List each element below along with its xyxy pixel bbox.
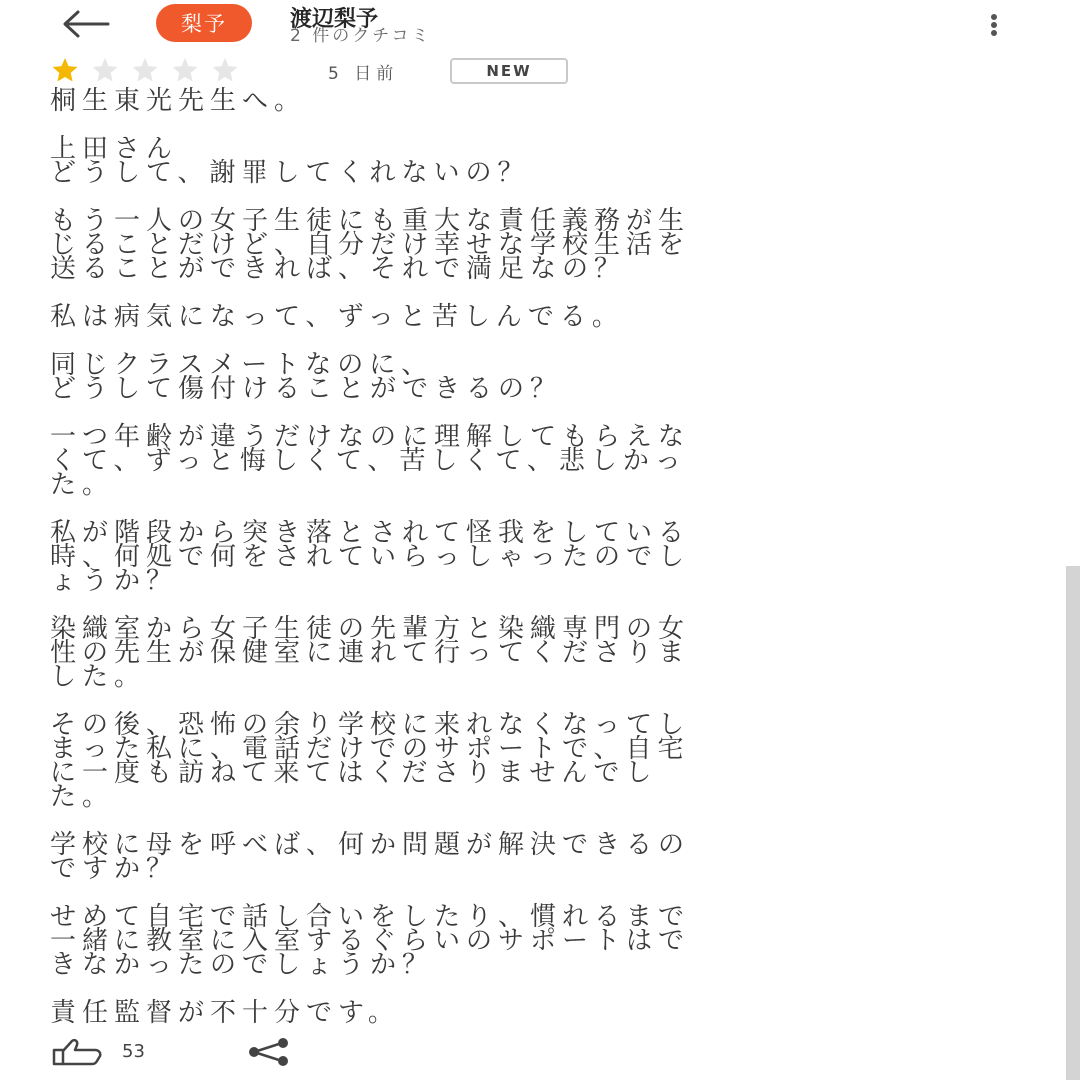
review-paragraph: もう一人の女子生徒にも重大な責任義務が生 じることだけど、自分だけ幸せな学校生活を 送ることができれば、それで満足なの？ [50,206,691,284]
avatar-initials: 梨予 [181,12,227,36]
arrow-left-icon [58,8,112,40]
share-icon [246,1038,292,1066]
review-paragraph: 学校に母を呼べば、何か問題が解決できるの ですか？ [50,830,691,884]
more-options-button[interactable] [984,12,1004,38]
review-paragraph: せめて自宅で話し合いをしたり、慣れるまで 一緒に教室に入室するぐらいのサポートはで きなかったのでしょうか？ [50,902,691,980]
review-paragraph: 同じクラスメートなのに、 どうして傷付けることができるの？ [50,350,563,404]
review-paragraph: 染織室から女子生徒の先輩方と染織専門の女 性の先生が保健室に連れて行ってくださりま した。 [50,614,691,692]
star-empty-icon [93,58,118,82]
review-paragraph: 一つ年齢が違うだけなのに理解してもらえな くて、ずっと悔しくて、苦しくて、悲しかっ た。 [50,422,691,500]
star-empty-icon [133,58,158,82]
review-paragraph: 責任監督が不十分です。 [50,998,400,1028]
share-button[interactable] [246,1038,292,1066]
review-actions [50,1038,650,1068]
star-rating [48,58,258,84]
review-paragraph: 桐生東光先生へ。 [50,86,307,116]
author-name[interactable]: 渡辺梨予 [290,7,379,32]
review-paragraph: その後、恐怖の余り学校に来れなくなってし まった私に、電話だけでのサポートで、自宅 に一度も訪ねて来てはくださりませんでし た。 [50,710,691,812]
rating-row [48,58,608,84]
thumbs-up-icon [50,1038,106,1066]
review-date: 5 日前 [328,64,399,84]
new-badge: NEW [450,58,568,84]
review-paragraph: 上田さん どうして、謝罪してくれないの？ [50,134,530,188]
review-header [0,0,1080,56]
review-paragraph: 私は病気になって、ずっと苦しんでる。 [50,302,624,332]
scrollbar[interactable] [1066,566,1080,1080]
like-button[interactable] [50,1038,106,1066]
review-count: 2 件のクチコミ [290,26,432,46]
vertical-dots-icon [984,12,1004,38]
star-empty-icon [173,58,198,82]
back-button[interactable] [58,8,112,40]
like-count: 53 [122,1041,145,1062]
star-empty-icon [213,58,238,82]
star-filled-icon [53,58,78,82]
avatar[interactable] [156,4,252,42]
review-paragraph: 私が階段から突き落とされて怪我をしている 時、何処で何をされていらっしゃったのでし ょうか？ [50,518,691,596]
review-text [50,86,1015,1049]
